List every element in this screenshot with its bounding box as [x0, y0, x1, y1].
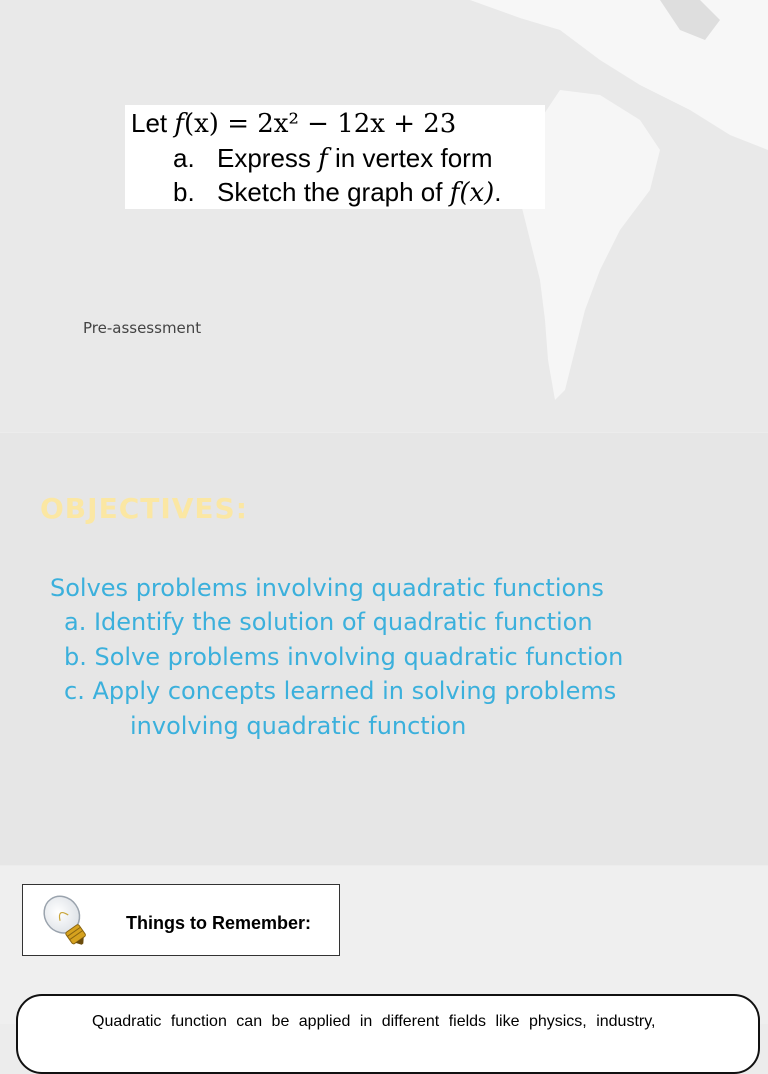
- problem-item-b: [173, 177, 502, 208]
- objectives-title: OBJECTIVES:: [40, 492, 248, 525]
- lightbulb-icon: [35, 891, 99, 953]
- objective-c: c. Apply concepts learned in solving problems: [64, 677, 617, 705]
- slide-pre-assessment: [0, 0, 768, 432]
- problem-definition: [131, 108, 456, 139]
- remember-note-box: [16, 994, 760, 1074]
- item-b-text: Sketch the graph of: [217, 177, 450, 207]
- objective-b: b. Solve problems involving quadratic function: [64, 643, 624, 671]
- problem-statement: [125, 105, 545, 209]
- world-map-background: [0, 0, 768, 432]
- item-b-letter: b.: [173, 177, 195, 207]
- function-name: f: [174, 109, 184, 139]
- things-to-remember-title: Things to Remember:: [126, 913, 312, 933]
- objective-main: Solves problems involving quadratic functions: [50, 574, 604, 602]
- pre-assessment-label: Pre-assessment: [83, 319, 202, 337]
- function-expression: (x) = 2x² − 12x + 23: [184, 109, 457, 139]
- item-a-variable: f: [318, 144, 328, 174]
- things-to-remember-header: [22, 884, 340, 956]
- item-b-math: f(x): [449, 178, 495, 208]
- problem-item-a: [173, 143, 493, 174]
- item-b-period: .: [494, 177, 502, 207]
- item-a-letter: a.: [173, 143, 195, 173]
- remember-note-text: Quadratic function can be applied in different fields like physics, industry,: [92, 1013, 656, 1030]
- objective-c-continued: involving quadratic function: [130, 712, 467, 740]
- objective-a: a. Identify the solution of quadratic function: [64, 608, 593, 636]
- item-a-text: Express: [217, 143, 319, 173]
- item-a-text-end: in vertex form: [327, 143, 493, 173]
- let-text: Let: [131, 108, 175, 138]
